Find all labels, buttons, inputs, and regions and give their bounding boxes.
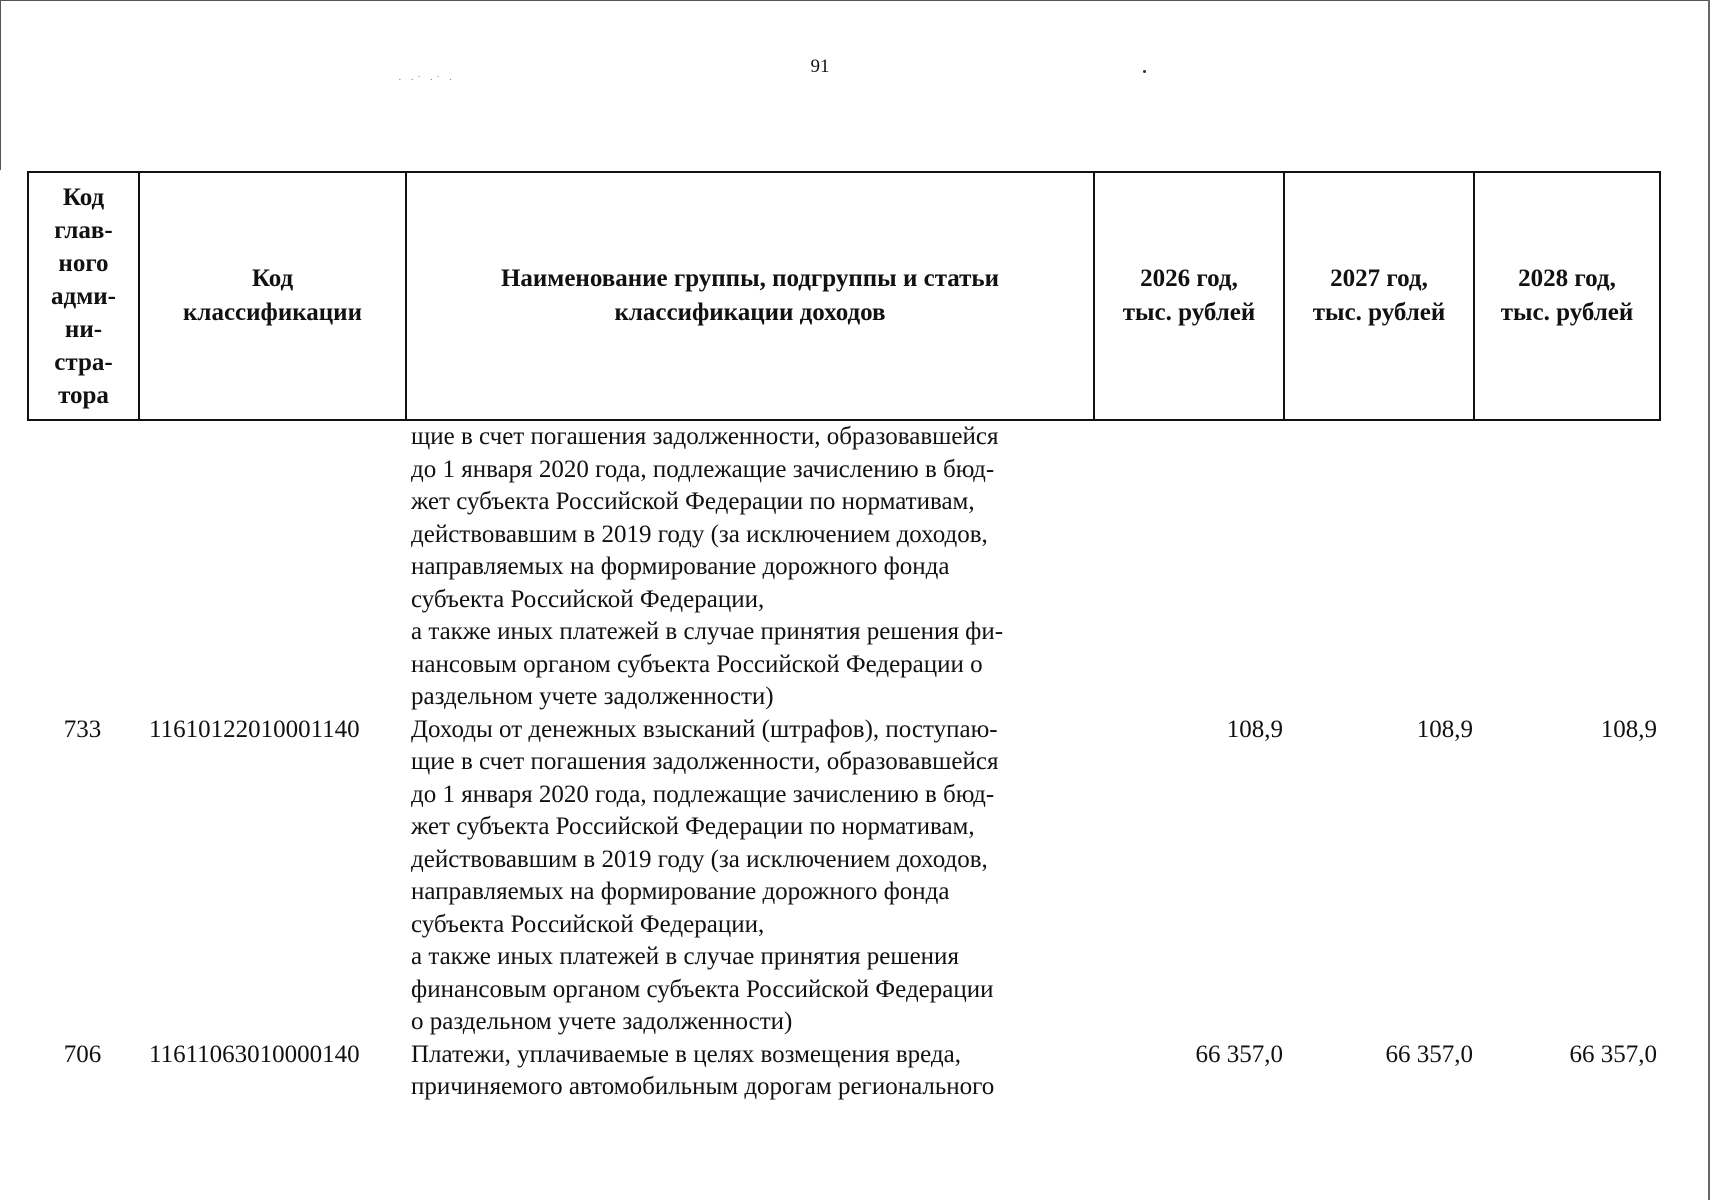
text-line: действовавшим в 2019 году (за исключением доходов, <box>411 845 988 873</box>
header-classification-code-text <box>183 262 362 330</box>
text-line: до 1 января 2020 года, подлежащие зачислению в бюд- <box>411 780 995 808</box>
text-line: действовавшим в 2019 году (за исключением доходов, <box>411 520 988 548</box>
text-line: ного <box>58 249 109 277</box>
header-year-2027 <box>1285 173 1475 419</box>
text-line: Доходы от денежных взысканий (штрафов), поступаю- <box>411 715 998 743</box>
scan-border-top <box>0 0 1710 1</box>
scan-noise-marks: · ·˙ ·˙ · <box>398 74 456 86</box>
text-line: нансовым органом субъекта Российской Федерации о <box>411 650 983 678</box>
text-line: а также иных платежей в случае принятия решения <box>411 943 959 970</box>
cell-2028: 108,9 <box>1600 715 1657 743</box>
cell-name <box>405 714 1093 1039</box>
text-line: субъекта Российской Федерации, <box>411 585 765 613</box>
table-row-706 <box>27 1039 1661 1104</box>
cell-code: 11610122010001140 <box>149 715 360 743</box>
cell-name <box>405 421 1093 714</box>
text-line: Код <box>251 265 294 292</box>
cell-name <box>405 1039 1093 1104</box>
text-line: жет субъекта Российской Федерации по нормативам, <box>411 488 975 515</box>
header-year-2026-text <box>1123 262 1256 330</box>
header-admin-code <box>29 173 140 419</box>
header-admin-code-text <box>51 181 116 412</box>
header-year-2026 <box>1095 173 1285 419</box>
text-line: 2027 год, <box>1330 265 1428 292</box>
cell-2026: 108,9 <box>1226 715 1283 743</box>
text-line: финансовым органом субъекта Российской Федерации <box>411 975 994 1003</box>
cell-2026: 66 357,0 <box>1195 1040 1283 1068</box>
text-line: тора <box>58 381 109 409</box>
page-number: 91 <box>810 56 830 77</box>
text-line: тыс. рублей <box>1122 299 1256 326</box>
cell-2027: 108,9 <box>1416 715 1473 743</box>
text-line: жет субъекта Российской Федерации по нормативам, <box>411 813 975 840</box>
scan-noise-dot <box>1143 70 1146 73</box>
cell-admin: 706 <box>63 1040 102 1068</box>
text-line: стра- <box>54 348 113 376</box>
header-classification-code <box>140 173 407 419</box>
text-line: тыс. рублей <box>1500 299 1634 326</box>
text-line: направляемых на формирование дорожного фонда <box>411 553 950 580</box>
text-line: Код <box>62 183 105 211</box>
text-line: 2026 год, <box>1140 265 1238 292</box>
table-row-continuation <box>27 421 1661 714</box>
text-line: щие в счет погашения задолженности, образовавшейся <box>411 423 999 450</box>
table-header <box>27 171 1661 421</box>
header-name <box>407 173 1095 419</box>
text-line: а также иных платежей в случае принятия решения фи- <box>411 618 1004 645</box>
header-name-text <box>501 262 999 330</box>
cell-admin: 733 <box>63 715 102 743</box>
text-line: 2028 год, <box>1518 265 1616 292</box>
text-line: субъекта Российской Федерации, <box>411 910 765 938</box>
cell-code: 11611063010000140 <box>149 1040 360 1068</box>
text-line: глав- <box>54 216 113 244</box>
cell-2027: 66 357,0 <box>1385 1040 1473 1068</box>
text-line: щие в счет погашения задолженности, образовавшейся <box>411 748 999 775</box>
text-line: до 1 января 2020 года, подлежащие зачислению в бюд- <box>411 455 995 483</box>
text-line: классификации <box>183 299 362 326</box>
text-line: Наименование группы, подгруппы и статьи <box>500 265 1000 292</box>
text-line: классификации доходов <box>614 299 886 326</box>
text-line: ни- <box>64 315 103 343</box>
text-line: раздельном учете задолженности) <box>411 683 774 710</box>
scan-border-left <box>0 0 1 170</box>
text-line: направляемых на формирование дорожного фонда <box>411 878 950 905</box>
text-line: причиняемого автомобильным дорогам регионального <box>411 1073 995 1100</box>
header-year-2028 <box>1475 173 1659 419</box>
text-line: о раздельном учете задолженности) <box>411 1008 793 1035</box>
table-row-733 <box>27 714 1661 1039</box>
header-year-2028-text <box>1501 262 1634 330</box>
header-year-2027-text <box>1313 262 1446 330</box>
text-line: Платежи, уплачиваемые в целях возмещения вреда, <box>411 1040 961 1068</box>
cell-2028: 66 357,0 <box>1569 1040 1657 1068</box>
text-line: адми- <box>51 282 116 310</box>
table-body <box>27 421 1661 1104</box>
text-line: тыс. рублей <box>1312 299 1446 326</box>
